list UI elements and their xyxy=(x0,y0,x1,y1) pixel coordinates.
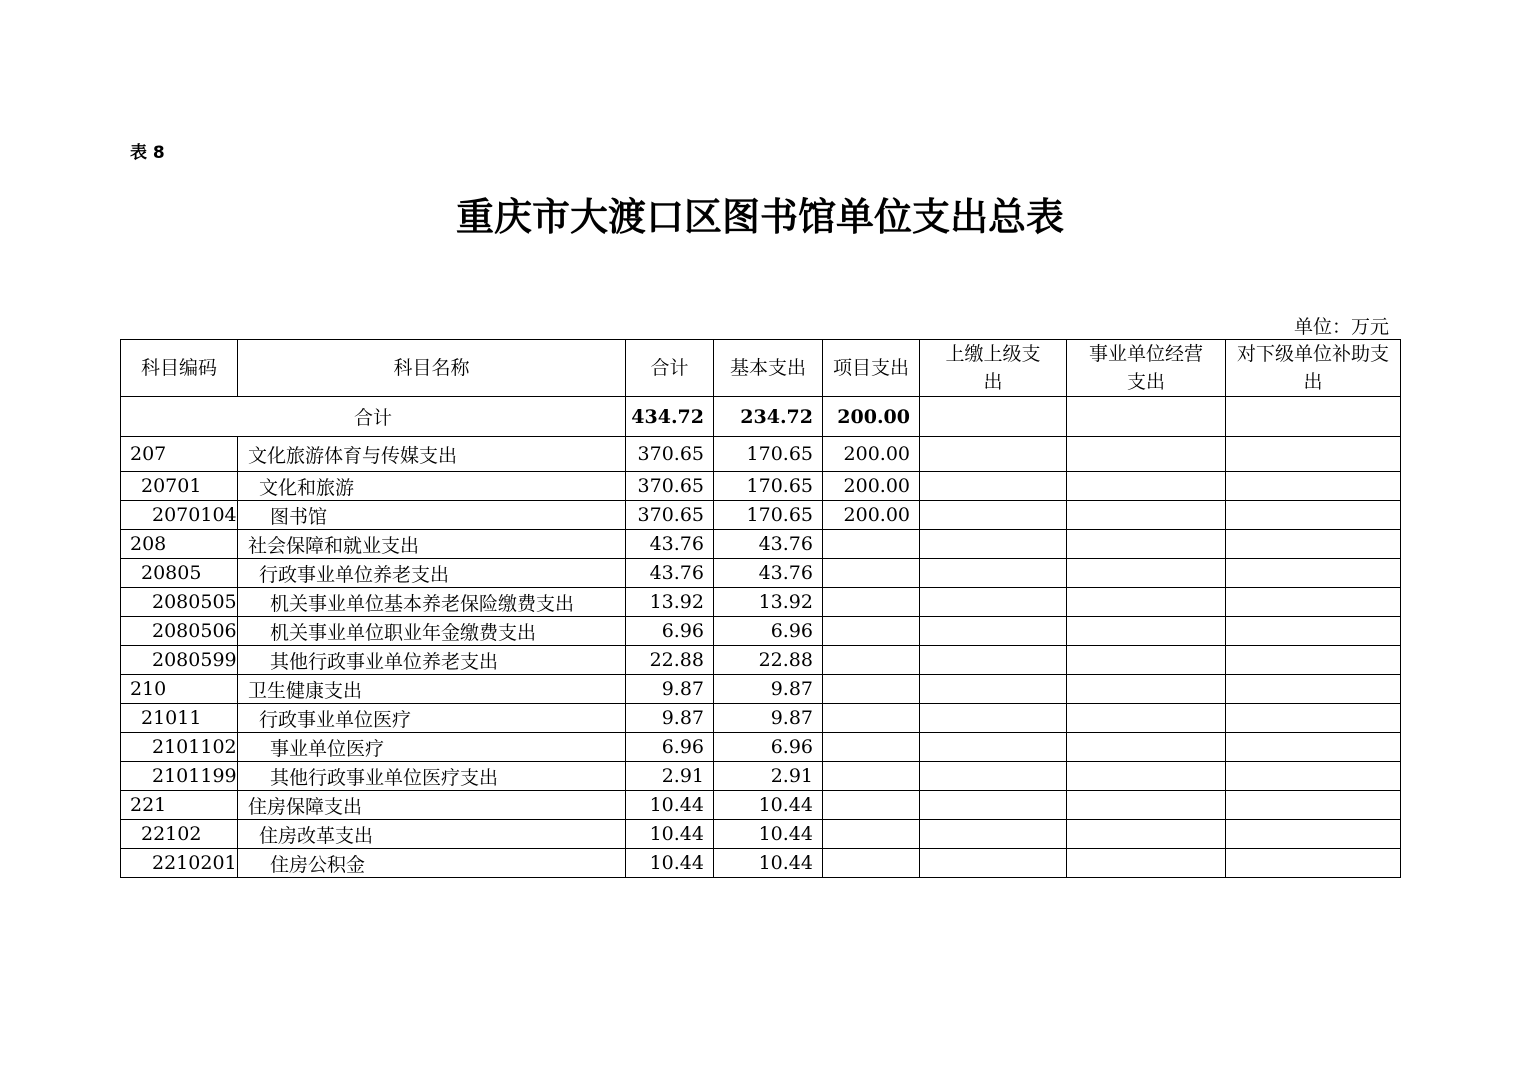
row-code: 2080506 xyxy=(121,617,238,646)
row-code: 2101102 xyxy=(121,733,238,762)
row-basic: 170.65 xyxy=(714,501,823,530)
row-basic: 9.87 xyxy=(714,704,823,733)
row-total: 13.92 xyxy=(626,588,714,617)
row-total: 10.44 xyxy=(626,820,714,849)
row-business xyxy=(1067,588,1226,617)
row-name: 文化和旅游 xyxy=(238,472,626,501)
row-basic: 10.44 xyxy=(714,791,823,820)
table-row xyxy=(121,704,1401,733)
row-basic: 6.96 xyxy=(714,617,823,646)
row-code: 2070104 xyxy=(121,501,238,530)
row-upper xyxy=(920,501,1067,530)
table-row xyxy=(121,646,1401,675)
row-name: 社会保障和就业支出 xyxy=(238,530,626,559)
table-number-label: 表 8 xyxy=(130,143,165,163)
table-row xyxy=(121,820,1401,849)
row-name: 机关事业单位职业年金缴费支出 xyxy=(238,617,626,646)
row-code: 20701 xyxy=(121,472,238,501)
total-subsidy xyxy=(1226,397,1401,437)
row-upper xyxy=(920,675,1067,704)
row-basic: 10.44 xyxy=(714,820,823,849)
row-name: 其他行政事业单位医疗支出 xyxy=(238,762,626,791)
row-total: 9.87 xyxy=(626,704,714,733)
row-total: 2.91 xyxy=(626,762,714,791)
row-upper xyxy=(920,559,1067,588)
row-name: 机关事业单位基本养老保险缴费支出 xyxy=(238,588,626,617)
row-upper xyxy=(920,820,1067,849)
total-business xyxy=(1067,397,1226,437)
row-total: 370.65 xyxy=(626,501,714,530)
row-project: 200.00 xyxy=(823,472,920,501)
total-basic: 234.72 xyxy=(714,397,823,437)
row-upper xyxy=(920,472,1067,501)
table-row xyxy=(121,501,1401,530)
row-subsidy xyxy=(1226,791,1401,820)
row-subsidy xyxy=(1226,762,1401,791)
page-title: 重庆市大渡口区图书馆单位支出总表 xyxy=(455,195,1064,239)
row-business xyxy=(1067,437,1226,472)
table-row xyxy=(121,530,1401,559)
total-row xyxy=(121,397,1401,437)
row-total: 370.65 xyxy=(626,437,714,472)
row-project xyxy=(823,559,920,588)
row-basic: 2.91 xyxy=(714,762,823,791)
row-business xyxy=(1067,704,1226,733)
table-row xyxy=(121,588,1401,617)
row-business xyxy=(1067,646,1226,675)
row-total: 370.65 xyxy=(626,472,714,501)
row-upper xyxy=(920,791,1067,820)
row-subsidy xyxy=(1226,617,1401,646)
row-subsidy xyxy=(1226,646,1401,675)
row-name: 图书馆 xyxy=(238,501,626,530)
row-name: 行政事业单位医疗 xyxy=(238,704,626,733)
row-project xyxy=(823,588,920,617)
row-upper xyxy=(920,646,1067,675)
table-row xyxy=(121,762,1401,791)
header-subsidy: 对下级单位补助支出 xyxy=(1226,340,1401,397)
row-upper xyxy=(920,704,1067,733)
row-upper xyxy=(920,762,1067,791)
row-project: 200.00 xyxy=(823,437,920,472)
row-basic: 13.92 xyxy=(714,588,823,617)
row-business xyxy=(1067,530,1226,559)
row-name: 住房改革支出 xyxy=(238,820,626,849)
table-row xyxy=(121,472,1401,501)
row-name: 行政事业单位养老支出 xyxy=(238,559,626,588)
table-body xyxy=(121,397,1401,878)
row-basic: 170.65 xyxy=(714,472,823,501)
row-name: 卫生健康支出 xyxy=(238,675,626,704)
row-code: 210 xyxy=(121,675,238,704)
row-name: 事业单位医疗 xyxy=(238,733,626,762)
row-subsidy xyxy=(1226,588,1401,617)
row-basic: 43.76 xyxy=(714,559,823,588)
row-project xyxy=(823,530,920,559)
total-upper xyxy=(920,397,1067,437)
row-name: 住房保障支出 xyxy=(238,791,626,820)
row-project xyxy=(823,617,920,646)
row-subsidy xyxy=(1226,530,1401,559)
expenditure-table xyxy=(120,339,1401,878)
row-subsidy xyxy=(1226,437,1401,472)
unit-label: 单位：万元 xyxy=(1293,316,1389,338)
row-subsidy xyxy=(1226,675,1401,704)
row-total: 9.87 xyxy=(626,675,714,704)
header-upper: 上缴上级支出 xyxy=(920,340,1067,397)
row-business xyxy=(1067,559,1226,588)
table-row xyxy=(121,849,1401,878)
row-total: 6.96 xyxy=(626,733,714,762)
row-project xyxy=(823,791,920,820)
row-business xyxy=(1067,762,1226,791)
header-code: 科目编码 xyxy=(121,340,238,397)
row-name: 住房公积金 xyxy=(238,849,626,878)
row-subsidy xyxy=(1226,472,1401,501)
row-business xyxy=(1067,617,1226,646)
row-basic: 22.88 xyxy=(714,646,823,675)
row-total: 10.44 xyxy=(626,849,714,878)
table-row xyxy=(121,733,1401,762)
row-code: 2210201 xyxy=(121,849,238,878)
row-business xyxy=(1067,733,1226,762)
table-row xyxy=(121,617,1401,646)
row-project xyxy=(823,675,920,704)
row-code: 208 xyxy=(121,530,238,559)
row-project xyxy=(823,820,920,849)
row-business xyxy=(1067,791,1226,820)
row-business xyxy=(1067,501,1226,530)
row-total: 6.96 xyxy=(626,617,714,646)
header-total: 合计 xyxy=(626,340,714,397)
row-business xyxy=(1067,849,1226,878)
row-basic: 10.44 xyxy=(714,849,823,878)
row-total: 10.44 xyxy=(626,791,714,820)
total-sum: 434.72 xyxy=(626,397,714,437)
row-project xyxy=(823,646,920,675)
table-row xyxy=(121,559,1401,588)
row-total: 43.76 xyxy=(626,559,714,588)
total-project: 200.00 xyxy=(823,397,920,437)
row-subsidy xyxy=(1226,820,1401,849)
header-project: 项目支出 xyxy=(823,340,920,397)
row-code: 21011 xyxy=(121,704,238,733)
row-code: 2080505 xyxy=(121,588,238,617)
row-upper xyxy=(920,733,1067,762)
header-basic: 基本支出 xyxy=(714,340,823,397)
row-basic: 170.65 xyxy=(714,437,823,472)
row-basic: 6.96 xyxy=(714,733,823,762)
header-business: 事业单位经营支出 xyxy=(1067,340,1226,397)
table-row xyxy=(121,675,1401,704)
row-code: 20805 xyxy=(121,559,238,588)
table-header-row xyxy=(121,340,1401,397)
row-basic: 9.87 xyxy=(714,675,823,704)
table-row xyxy=(121,437,1401,472)
row-project: 200.00 xyxy=(823,501,920,530)
row-name: 文化旅游体育与传媒支出 xyxy=(238,437,626,472)
row-subsidy xyxy=(1226,849,1401,878)
row-code: 207 xyxy=(121,437,238,472)
row-business xyxy=(1067,675,1226,704)
row-business xyxy=(1067,820,1226,849)
header-name: 科目名称 xyxy=(238,340,626,397)
row-project xyxy=(823,849,920,878)
row-code: 2101199 xyxy=(121,762,238,791)
row-subsidy xyxy=(1226,704,1401,733)
row-subsidy xyxy=(1226,559,1401,588)
row-basic: 43.76 xyxy=(714,530,823,559)
row-upper xyxy=(920,849,1067,878)
total-label: 合计 xyxy=(121,397,626,437)
row-total: 22.88 xyxy=(626,646,714,675)
row-total: 43.76 xyxy=(626,530,714,559)
row-project xyxy=(823,733,920,762)
row-business xyxy=(1067,472,1226,501)
row-subsidy xyxy=(1226,733,1401,762)
row-project xyxy=(823,704,920,733)
row-upper xyxy=(920,437,1067,472)
row-upper xyxy=(920,588,1067,617)
row-code: 2080599 xyxy=(121,646,238,675)
row-subsidy xyxy=(1226,501,1401,530)
row-project xyxy=(823,762,920,791)
row-upper xyxy=(920,530,1067,559)
row-code: 221 xyxy=(121,791,238,820)
row-upper xyxy=(920,617,1067,646)
table-row xyxy=(121,791,1401,820)
row-name: 其他行政事业单位养老支出 xyxy=(238,646,626,675)
row-code: 22102 xyxy=(121,820,238,849)
